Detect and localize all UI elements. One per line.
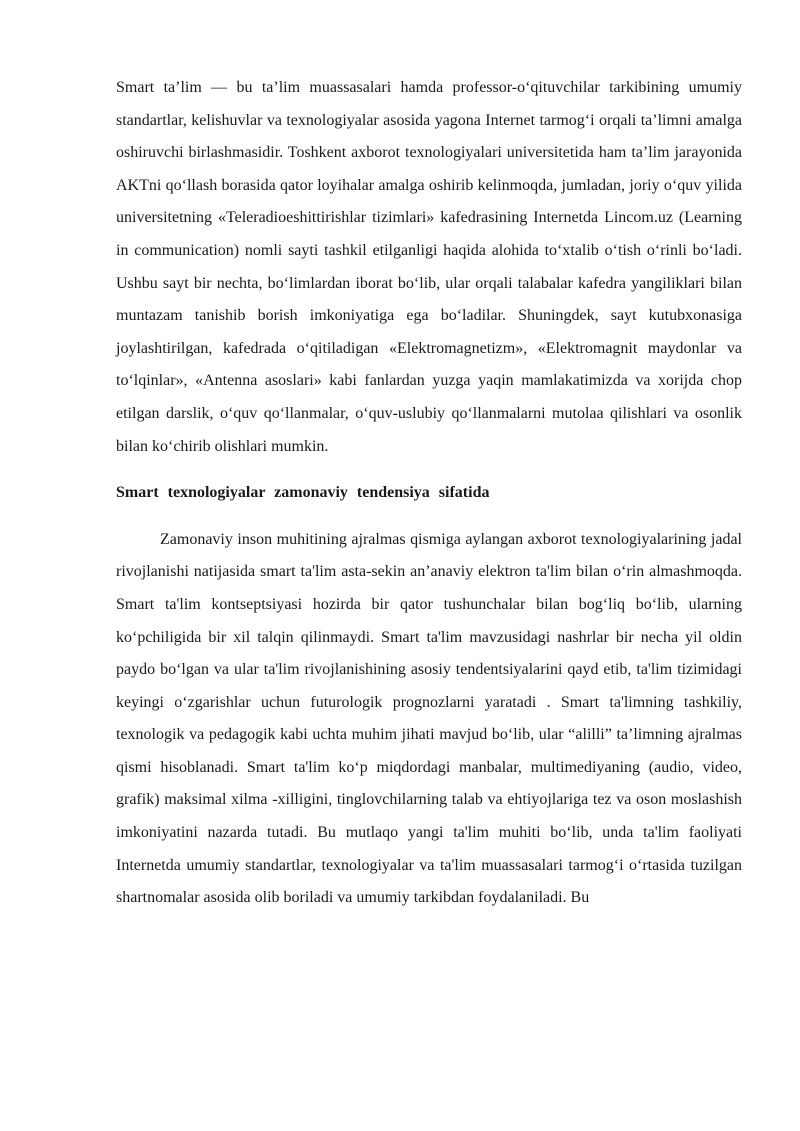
section-heading: Smart texnologiyalar zamonaviy tendensiya sifatida [116,484,490,502]
body-paragraph-1: Smart ta’lim — bu ta’lim muassasalari hamda professor-o‘qituvchilar tarkibining umumiy standartlar, kelishuvlar va texnologiyalar asosida yagona Internet tarmog‘i orqali ta’limni amalga oshiruvchi birlashmasidir. Toshkent axborot texnologiyalari universitetida ham ta’lim jarayonida AKTni qo‘llash borasida qator loyihalar amalga oshirib kelinmoqda, jumladan, joriy o‘quv yilida universitetning «Teleradioeshittirishlar tizimlari» kafedrasining Internetda Lincom.uz (Learning in communication) nomli sayti tashkil etilganligi haqida alohida to‘xtalib o‘tish o‘rinli bo‘ladi. Ushbu sayt bir nechta, bo‘limlardan iborat bo‘lib, ular orqali talabalar kafedra yangiliklari bilan muntazam tanishib borish imkoniyatiga ega bo‘ladilar. Shuningdek, sayt kutubxonasiga joylashtirilgan, kafedrada o‘qitiladigan «Elektromagnetizm», «Elektromagnit maydonlar va to‘lqinlar», «Antenna asoslari» kabi fanlardan yuzga yaqin mamlakatimizda va xorijda chop etilgan darslik, o‘quv qo‘llanmalar, o‘quv-uslubiy qo‘llanmalarni mutolaa qilishlari va osonlik bilan ko‘chirib olishlari mumkin. [116,79,742,455]
body-paragraph-2: Zamonaviy inson muhitining ajralmas qismiga aylangan axborot texnologiyalarining jadal rivojlanishi natijasida smart ta'lim asta-sekin an’anaviy elektron ta'lim bilan o‘rin almashmoqda. Smart ta'lim kontseptsiyasi hozirda bir qator tushunchalar bilan bog‘liq bo‘lib, ularning ko‘pchiligida bir xil talqin qilinmaydi. Smart ta'lim mavzusidagi nashrlar bir necha yil oldin paydo bo‘lgan va ular ta'lim rivojlanishining asosiy tendentsiyalarini qayd etib, ta'lim tizimidagi keyingi o‘zgarishlar uchun futurologik prognozlarni yaratadi . Smart ta'limning tashkiliy, texnologik va pedagogik kabi uchta muhim jihati mavjud bo‘lib, ular “alilli” ta’limning ajralmas qismi hisoblanadi. Smart ta'lim ko‘p miqdordagi manbalar, multimediyaning (audio, video, grafik) maksimal xilma -xilligini, tinglovchilarning talab va ehtiyojlariga tez va oson moslashish imkoniyatini nazarda tutadi. Bu mutlaqo yangi ta'lim muhiti bo‘lib, unda ta'lim faoliyati Internetda umumiy standartlar, texnologiyalar va ta'lim muassasalari tarmog‘i o‘rtasida tuzilgan shartnomalar asosida olib boriladi va umumiy tarkibdan foydalaniladi. Bu [116,530,742,907]
document-page [116,72,742,915]
